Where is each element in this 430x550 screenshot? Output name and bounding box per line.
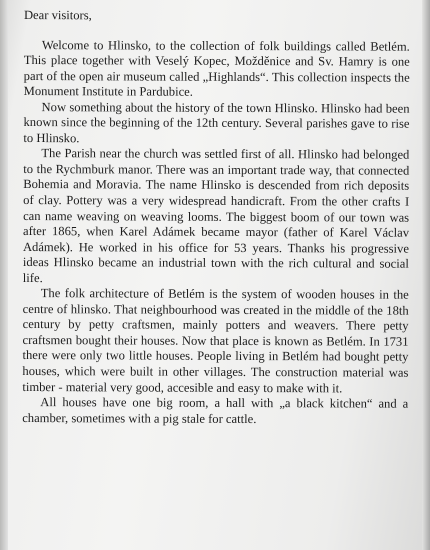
paragraph-folk-architecture: The folk architecture of Betlém is the system of wooden houses in the centre of hlinsko. That neighbourhood was created in the middle of the 18th century by petty craftsmen, mainly potters and weavers. There petty craftsmen bought their houses. Now that place is known as Betlém. In 1731 there were only two little houses. People living in Betlém had bought petty houses, which were built in other villages. The construction material was timber - material very good, accesible and easy to make with it. — [22, 286, 409, 395]
frame-edge-left — [0, 0, 8, 550]
paragraph-history-intro: Now something about the history of the town Hlinsko. Hlinsko had been known since the beginning of the 12th century. Several parishes gave to rise to Hlinsko. — [23, 99, 410, 146]
frame-edge-right — [422, 0, 430, 550]
paragraph-houses: All houses have one big room, a hall with „a black kitchen“ and a chamber, sometimes with a pig stale for cattle. — [22, 395, 409, 426]
paragraph-welcome: Welcome to Hlinsko, to the collection of folk buildings called Betlém. This place together with Veselý Kopec, Možděnice and Sv. Hamry is one part of the open air museum called „Highlands“. This collection inspects the Monument Institute in Pardubice. — [23, 37, 410, 99]
paragraph-parish-history: The Parish near the church was settled first of all. Hlinsko had belonged to the Rychmburk manor. There was an important trade way, that connected Bohemia and Moravia. The name Hlinsko is descended from rich deposits of clay. Pottery was a very widespread handicraft. From the other crafts I can name weaving on weaving looms. The biggest boom of our town was after 1865, when Karel Adámek became mayor (father of Karel Václav Adámek). He worked in his office for 53 years. Thanks his progressive ideas Hlinsko became an industrial town with the rich cultural and social life. — [22, 146, 410, 285]
salutation: Dear visitors, — [23, 8, 92, 23]
letter-body — [22, 8, 410, 428]
